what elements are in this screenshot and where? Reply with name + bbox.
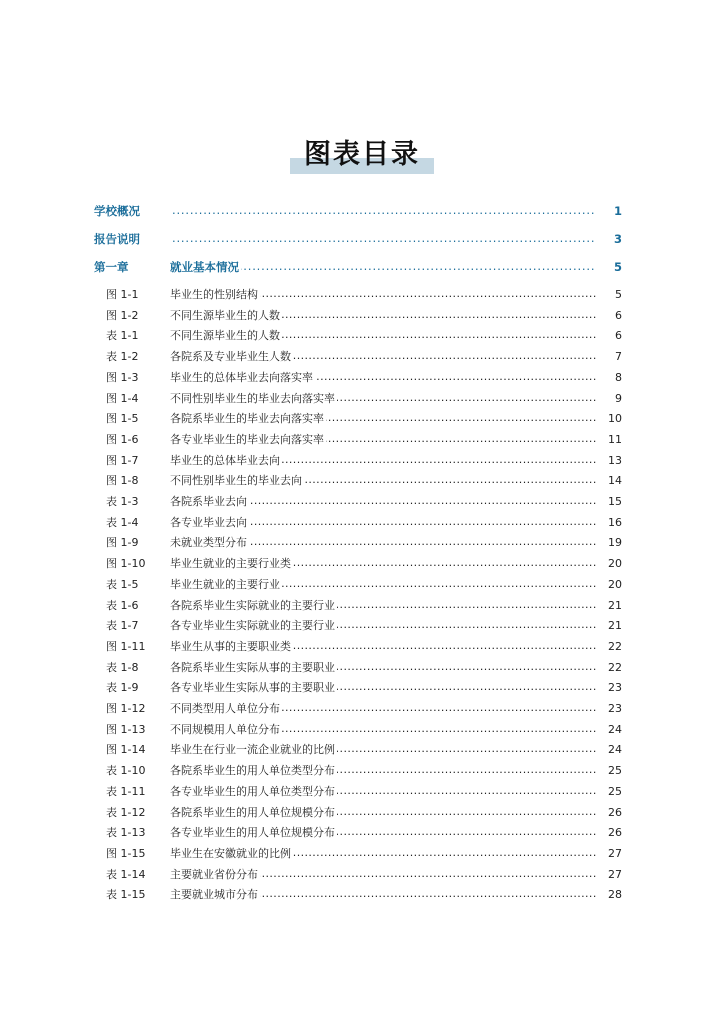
toc-page-number: 24 — [596, 741, 622, 759]
toc-entry[interactable] — [0, 783, 724, 801]
page-title-wrap — [0, 140, 724, 170]
toc-entry-label: 图 1-2 — [106, 309, 139, 322]
toc-dot-leader — [172, 202, 616, 220]
toc-entry[interactable] — [0, 824, 724, 842]
toc-entry-title: 各院系毕业生实际从事的主要职业 — [170, 659, 337, 677]
toc-entry-title: 毕业生的总体毕业去向 — [170, 452, 282, 470]
toc-entry-label: 学校概况 — [94, 204, 140, 218]
toc-entry-title: 未就业类型分布 — [170, 534, 249, 552]
toc-entry-title: 就业基本情况 — [170, 260, 239, 274]
toc-entry-label: 表 1-11 — [106, 785, 146, 798]
toc-entry-label: 表 1-9 — [106, 681, 139, 694]
toc-entry[interactable] — [0, 886, 724, 904]
toc-entry[interactable] — [0, 597, 724, 615]
toc-entry-title: 各专业毕业生的用人单位规模分布 — [170, 824, 337, 842]
toc-page-number: 5 — [596, 286, 622, 304]
toc-entry-label: 图 1-11 — [106, 640, 146, 653]
toc-entry-label: 表 1-10 — [106, 764, 146, 777]
toc-entry[interactable] — [0, 866, 724, 884]
toc-entry-title: 主要就业城市分布 — [170, 886, 260, 904]
toc-entry[interactable] — [0, 700, 724, 718]
toc-entry[interactable] — [0, 617, 724, 635]
toc-page-number: 21 — [596, 617, 622, 635]
toc-entry[interactable] — [0, 845, 724, 863]
toc-entry-title: 不同性别毕业生的毕业去向落实率 — [170, 390, 337, 408]
toc-entry[interactable] — [0, 721, 724, 739]
toc-entry-title: 各专业毕业生的用人单位类型分布 — [170, 783, 337, 801]
toc-entry[interactable] — [0, 327, 724, 345]
toc-entry-title: 不同生源毕业生的人数 — [170, 327, 282, 345]
toc-entry-label: 图 1-14 — [106, 743, 146, 756]
toc-entry-label: 图 1-12 — [106, 702, 146, 715]
toc-main-entry[interactable] — [0, 202, 724, 220]
toc-page-number: 27 — [596, 866, 622, 884]
toc-entry-label: 表 1-4 — [106, 516, 139, 529]
toc-entry-label: 图 1-7 — [106, 454, 139, 467]
toc-entry[interactable] — [0, 762, 724, 780]
toc-page-number: 19 — [596, 534, 622, 552]
toc-entry[interactable] — [0, 452, 724, 470]
toc-entry[interactable] — [0, 638, 724, 656]
toc-entry-title: 各院系毕业生的毕业去向落实率 — [170, 410, 326, 428]
toc-page-number: 8 — [596, 369, 622, 387]
toc-page-number: 1 — [596, 202, 622, 220]
toc-entry-title: 毕业生从事的主要职业类 — [170, 638, 293, 656]
toc-entry-label: 图 1-15 — [106, 847, 146, 860]
toc-page-number: 16 — [596, 514, 622, 532]
toc-entry-label: 表 1-15 — [106, 888, 146, 901]
toc-main-entry[interactable] — [0, 258, 724, 276]
toc-entry-label: 表 1-7 — [106, 619, 139, 632]
toc-entry-title: 不同类型用人单位分布 — [170, 700, 282, 718]
toc-entry-label: 图 1-6 — [106, 433, 139, 446]
toc-page-number: 24 — [596, 721, 622, 739]
page-title: 图表目录 — [298, 140, 426, 170]
toc-page-number: 3 — [596, 230, 622, 248]
toc-entry[interactable] — [0, 493, 724, 511]
toc-page-number: 9 — [596, 390, 622, 408]
toc-entry[interactable] — [0, 804, 724, 822]
toc-entry-label: 图 1-8 — [106, 474, 139, 487]
toc-entry-title: 不同规模用人单位分布 — [170, 721, 282, 739]
toc-entry[interactable] — [0, 555, 724, 573]
toc-entry-title: 各院系毕业生的用人单位规模分布 — [170, 804, 337, 822]
toc-page-number: 11 — [596, 431, 622, 449]
toc-page-number: 10 — [596, 410, 622, 428]
toc-page-number: 15 — [596, 493, 622, 511]
toc-entry-title: 各院系毕业生实际就业的主要行业 — [170, 597, 337, 615]
toc-entry[interactable] — [0, 410, 724, 428]
toc-entry[interactable] — [0, 514, 724, 532]
toc-entry-title: 毕业生的总体毕业去向落实率 — [170, 369, 315, 387]
toc-page-number: 13 — [596, 452, 622, 470]
toc-entry-title: 毕业生在行业一流企业就业的比例 — [170, 741, 337, 759]
toc-entry-title: 各专业毕业生实际从事的主要职业 — [170, 679, 337, 697]
toc-entry[interactable] — [0, 741, 724, 759]
toc-entry-title: 各院系及专业毕业生人数 — [170, 348, 293, 366]
toc-entry[interactable] — [0, 369, 724, 387]
toc-main-entry[interactable] — [0, 230, 724, 248]
toc-page-number: 25 — [596, 762, 622, 780]
toc-entry[interactable] — [0, 534, 724, 552]
toc-entry-title: 主要就业省份分布 — [170, 866, 260, 884]
toc-entry-label: 表 1-12 — [106, 806, 146, 819]
toc-entry-label: 表 1-3 — [106, 495, 139, 508]
toc-page-number: 25 — [596, 783, 622, 801]
toc-page-number: 20 — [596, 576, 622, 594]
toc-entry[interactable] — [0, 286, 724, 304]
toc-page-number: 26 — [596, 824, 622, 842]
toc-entry-label: 图 1-4 — [106, 392, 139, 405]
toc-entry-title: 各院系毕业生的用人单位类型分布 — [170, 762, 337, 780]
toc-entry-label: 表 1-8 — [106, 661, 139, 674]
toc-entry-label: 图 1-9 — [106, 536, 139, 549]
toc-entry-label: 表 1-1 — [106, 329, 139, 342]
toc-entry[interactable] — [0, 659, 724, 677]
toc-page-number: 23 — [596, 679, 622, 697]
toc-page-number: 6 — [596, 327, 622, 345]
toc-entry-label: 图 1-13 — [106, 723, 146, 736]
toc-entry[interactable] — [0, 679, 724, 697]
toc-page-number: 26 — [596, 804, 622, 822]
toc-entry-label: 表 1-6 — [106, 599, 139, 612]
toc-page-number: 27 — [596, 845, 622, 863]
toc-entry[interactable] — [0, 348, 724, 366]
toc-entry[interactable] — [0, 390, 724, 408]
toc-entry-label: 报告说明 — [94, 232, 140, 246]
toc-page-number: 28 — [596, 886, 622, 904]
toc-page-number: 21 — [596, 597, 622, 615]
toc-entry-label: 表 1-2 — [106, 350, 139, 363]
toc-page-number: 22 — [596, 638, 622, 656]
toc-entry[interactable] — [0, 472, 724, 490]
toc-entry-title: 各院系毕业去向 — [170, 493, 249, 511]
toc-entry-title: 各专业毕业去向 — [170, 514, 249, 532]
toc-dot-leader — [172, 230, 616, 248]
toc-entry-label: 表 1-14 — [106, 868, 146, 881]
toc-entry-title: 各专业毕业生的毕业去向落实率 — [170, 431, 326, 449]
toc-page-number: 22 — [596, 659, 622, 677]
toc-entry-label: 图 1-1 — [106, 288, 139, 301]
toc-entry-title: 各专业毕业生实际就业的主要行业 — [170, 617, 337, 635]
toc-entry-title: 毕业生的性别结构 — [170, 286, 260, 304]
toc-page-number: 5 — [596, 258, 622, 276]
toc-page-number: 23 — [596, 700, 622, 718]
toc-entry-label: 表 1-13 — [106, 826, 146, 839]
toc-entry-title: 不同生源毕业生的人数 — [170, 307, 282, 325]
toc-entry[interactable] — [0, 576, 724, 594]
toc-page-number: 20 — [596, 555, 622, 573]
toc-entry-title: 毕业生在安徽就业的比例 — [170, 845, 293, 863]
toc-entry-title: 毕业生就业的主要行业类 — [170, 555, 293, 573]
toc-entry-title: 毕业生就业的主要行业 — [170, 576, 282, 594]
toc-entry-label: 图 1-10 — [106, 557, 146, 570]
toc-page-number: 14 — [596, 472, 622, 490]
toc-entry[interactable] — [0, 307, 724, 325]
toc-entry-label: 图 1-3 — [106, 371, 139, 384]
toc-entry-label: 第一章 — [94, 260, 129, 274]
toc-entry[interactable] — [0, 431, 724, 449]
toc-entry-title: 不同性别毕业生的毕业去向 — [170, 472, 304, 490]
toc-entry-label: 表 1-5 — [106, 578, 139, 591]
toc-entry-label: 图 1-5 — [106, 412, 139, 425]
toc-page-number: 7 — [596, 348, 622, 366]
toc-page-number: 6 — [596, 307, 622, 325]
